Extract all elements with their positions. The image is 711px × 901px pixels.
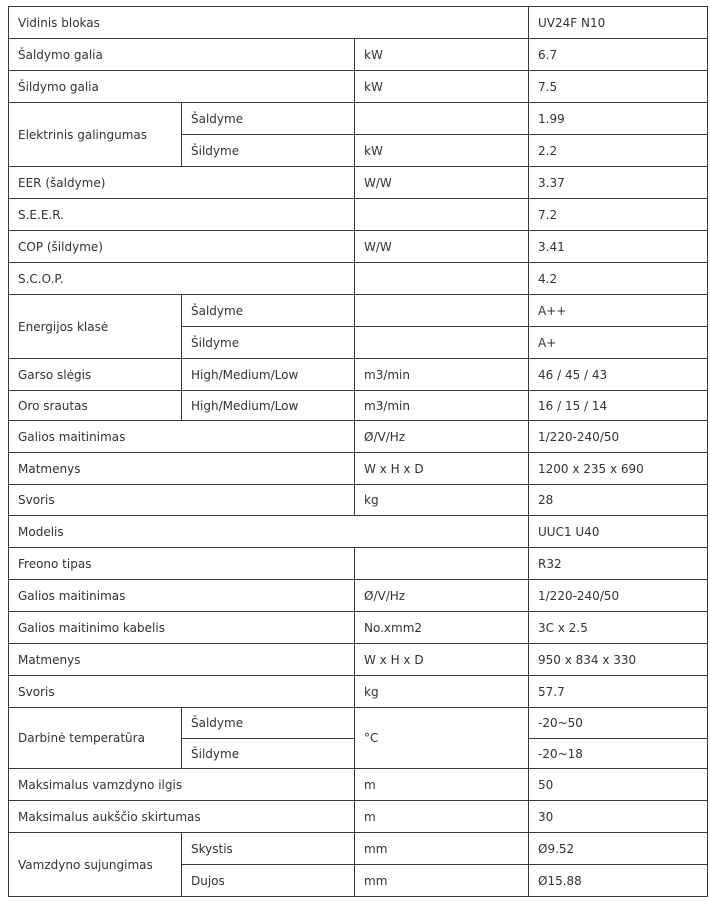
row-unit: mm [355,865,529,897]
table-row [9,7,708,39]
table-row [9,548,708,580]
table-row [9,263,708,295]
row-value: 1/220-240/50 [529,421,708,453]
row-unit: kg [355,676,529,708]
table-row [9,359,708,391]
table-row [9,580,708,612]
row-label: Garso slėgis [9,359,182,391]
row-unit: m3/min [355,391,529,421]
row-sub: Dujos [182,865,355,897]
row-value: Ø9.52 [529,833,708,865]
table-row [9,39,708,71]
row-label: Energijos klasė [9,295,182,359]
table-row [9,833,708,865]
row-sub: Šildyme [182,739,355,769]
row-unit: m [355,769,529,801]
row-unit [355,103,529,135]
table-row [9,676,708,708]
row-label: Šaldymo galia [9,39,355,71]
row-value: -20~50 [529,708,708,739]
row-sub: High/Medium/Low [182,359,355,391]
row-value: 4.2 [529,263,708,295]
row-label: S.C.O.P. [9,263,355,295]
row-unit: kW [355,39,529,71]
row-label: EER (šaldyme) [9,167,355,199]
row-value: UUC1 U40 [529,516,708,548]
row-value: 16 / 15 / 14 [529,391,708,421]
row-label: Matmenys [9,453,355,485]
table-row [9,612,708,644]
row-value: 3C x 2.5 [529,612,708,644]
row-label: Svoris [9,485,355,516]
row-unit: m [355,801,529,833]
table-row [9,516,708,548]
row-unit: W x H x D [355,453,529,485]
table-row [9,485,708,516]
table-row [9,644,708,676]
row-sub: Šaldyme [182,708,355,739]
row-unit: kg [355,485,529,516]
row-value: 6.7 [529,39,708,71]
row-unit: °C [355,708,529,769]
row-value: Ø15.88 [529,865,708,897]
table-row [9,801,708,833]
row-unit: kW [355,135,529,167]
row-value: 46 / 45 / 43 [529,359,708,391]
row-value: 3.37 [529,167,708,199]
row-label: Šildymo galia [9,71,355,103]
row-label: Galios maitinimas [9,580,355,612]
row-sub: Šildyme [182,327,355,359]
row-value: 950 x 834 x 330 [529,644,708,676]
row-value: 2.2 [529,135,708,167]
row-unit: mm [355,833,529,865]
row-value: UV24F N10 [529,7,708,39]
row-sub: Šaldyme [182,295,355,327]
row-unit [355,199,529,231]
row-label: Vamzdyno sujungimas [9,833,182,897]
row-value: R32 [529,548,708,580]
row-label: Modelis [9,516,529,548]
table-row [9,167,708,199]
row-unit [355,263,529,295]
row-unit: W/W [355,167,529,199]
row-label: COP (šildyme) [9,231,355,263]
row-value: 7.2 [529,199,708,231]
row-label: Maksimalus vamzdyno ilgis [9,769,355,801]
row-label: Darbinė temperatūra [9,708,182,769]
table-row [9,391,708,421]
row-value: 1.99 [529,103,708,135]
row-unit: W x H x D [355,644,529,676]
row-value: 57.7 [529,676,708,708]
table-row [9,708,708,739]
row-sub: High/Medium/Low [182,391,355,421]
row-value: 1/220-240/50 [529,580,708,612]
table-row [9,199,708,231]
row-sub: Šildyme [182,135,355,167]
row-unit [355,295,529,327]
row-label: Elektrinis galingumas [9,103,182,167]
row-value: 1200 x 235 x 690 [529,453,708,485]
row-unit: W/W [355,231,529,263]
table-row [9,295,708,327]
table-row [9,453,708,485]
table-row [9,231,708,263]
row-label: Svoris [9,676,355,708]
table-row [9,421,708,453]
row-value: 7.5 [529,71,708,103]
row-label: S.E.E.R. [9,199,355,231]
row-label: Matmenys [9,644,355,676]
row-value: 3.41 [529,231,708,263]
row-value: 30 [529,801,708,833]
row-unit: Ø/V/Hz [355,580,529,612]
row-label: Maksimalus aukščio skirtumas [9,801,355,833]
row-unit: Ø/V/Hz [355,421,529,453]
row-sub: Šaldyme [182,103,355,135]
row-label: Freono tipas [9,548,355,580]
row-label: Galios maitinimas [9,421,355,453]
row-unit: No.xmm2 [355,612,529,644]
row-label: Galios maitinimo kabelis [9,612,355,644]
row-unit: kW [355,71,529,103]
row-unit [355,548,529,580]
table-row [9,103,708,135]
row-label: Vidinis blokas [9,7,529,39]
row-sub: Skystis [182,833,355,865]
row-value: -20~18 [529,739,708,769]
spec-table [8,6,708,897]
row-label: Oro srautas [9,391,182,421]
row-value: 50 [529,769,708,801]
row-value: A++ [529,295,708,327]
table-row [9,769,708,801]
row-unit [355,327,529,359]
row-value: 28 [529,485,708,516]
row-unit: m3/min [355,359,529,391]
table-row [9,71,708,103]
row-value: A+ [529,327,708,359]
